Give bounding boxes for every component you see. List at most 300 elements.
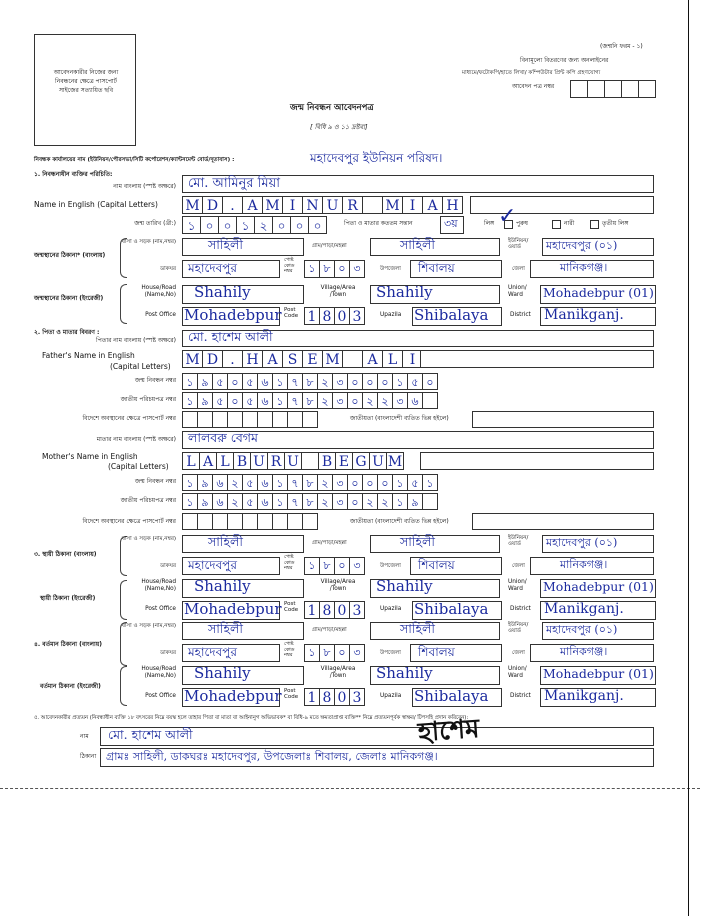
sec5-name-label: নাম [80,733,89,740]
char-box [227,513,243,530]
char-box: ২ [362,392,378,409]
address-value: সাহিলী [400,237,435,252]
address-label: ডাকঘর [160,563,176,569]
address-value: Mohadebpur [184,687,282,705]
char-box: U [250,452,268,470]
address-label: Upazila [380,312,402,318]
char-box: G [352,452,370,470]
address-field[interactable] [182,622,304,640]
char-box: M [262,196,283,214]
office-label: নিবন্ধক কার্যালয়ের নাম (ইউনিয়ন/পৌরসভা/সিটি কর্পোরেশন/ক্যান্টনমেন্ট বোর্ড/দূতাবাস) : [34,157,235,163]
birthplace-bn-label: জন্মস্থানের ঠিকানা* (বাংলায়) [34,252,106,259]
address-value: Mohadebpur [184,306,282,324]
birthplace-bn-block [0,236,708,284]
birthplace-en-label: জন্মস্থানের ঠিকানা (ইংরেজী) [34,295,104,302]
address-label: House/Road (Name,No) [141,666,176,679]
address-value: Shibalaya [414,306,489,324]
char-box: ১ [182,216,201,234]
child-order: ৩য় [444,217,458,230]
char-box: R [342,196,363,214]
birthplace-en-block [0,283,708,329]
mother-en-label1: Mother's Name in English [42,452,138,461]
char-box [182,411,198,428]
char-box: ৬ [257,474,273,491]
char-box: A [422,196,443,214]
address-value: Shahily [194,283,251,301]
address-field[interactable] [370,238,500,256]
address-label: District [510,693,531,699]
address-label: জেলা [512,563,525,569]
char-box: A [199,452,217,470]
char-box: ০ [347,373,363,390]
mother-brn-label: জন্ম নিবন্ধন নম্বর [134,478,176,485]
char-box: ১ [272,392,288,409]
father-bn: মো. হাশেম আলী [188,329,273,344]
mother-bn-label: মাতার নাম বাংলায় (স্পষ্ট অক্ষরে) [96,436,176,443]
address-label: Post Office [145,693,176,699]
address-value: শিবালয় [418,558,455,572]
curr-en-block [0,664,708,710]
char-box [287,513,303,530]
address-value: Shahily [194,577,251,595]
address-label: Post Code [284,688,299,701]
address-label: Village/Area /Town [320,666,356,679]
char-box [272,513,288,530]
sec5-address: গ্রামঃ সাহিলী, ডাকঘরঃ মহাদেবপুর, উপজেলাঃ শিবালয়, জেলাঃ মানিকগঞ্জ। [106,750,438,763]
char-box: ৮ [302,373,318,390]
char-box: ৩ [349,557,365,575]
char-box [242,411,258,428]
name-en-label: Name in English (Capital Letters) [34,200,158,209]
perm-bn-block [0,533,708,579]
char-box: L [382,350,403,368]
char-box: ০ [272,216,291,234]
char-box: ০ [334,557,350,575]
char-box: ১ [304,260,320,278]
postcode-boxes[interactable] [304,688,365,706]
cut-line [0,788,700,789]
postcode-boxes[interactable] [304,307,365,325]
address-label: ইউনিয়ন/ ওয়ার্ড [508,535,529,548]
char-box [212,411,228,428]
char-box: ৮ [319,644,335,662]
char-box: 0 [334,688,350,706]
postcode-boxes[interactable] [304,601,365,619]
char-box: ০ [334,260,350,278]
sec2-title: ২. পিতা ও মাতার বিবরণ : [34,329,100,336]
mother-passport-boxes[interactable] [182,513,318,530]
form-number: (জন্মনি ফরম - ১) [600,43,643,50]
char-box: ২ [317,493,333,510]
page-edge [688,0,689,916]
address-label: জেলা [512,266,525,272]
char-box: ৫ [407,373,423,390]
address-field[interactable] [370,535,500,553]
char-box [342,350,363,368]
char-box [197,411,213,428]
address-value: Shibalaya [414,687,489,705]
char-box: ৮ [302,474,318,491]
char-box: ৯ [197,474,213,491]
address-label: District [510,312,531,318]
char-box: ৩ [332,474,348,491]
address-field[interactable] [182,535,304,553]
char-box: ০ [362,373,378,390]
name-bn-label: নাম বাংলায় (স্পষ্ট অক্ষরে) [113,183,176,190]
address-label: পোষ্ট কোড নম্বর [284,555,295,572]
mother-en-label2: (Capital Letters) [108,462,169,471]
char-box: ১ [236,216,255,234]
char-box: ৮ [319,260,335,278]
char-box: ৫ [242,373,258,390]
father-brn-boxes[interactable] [182,373,438,390]
sec4-title: ৪. বর্তমান ঠিকানা (বাংলায়) [34,641,103,648]
char-box: 0 [334,601,350,619]
char-box [422,493,438,510]
address-label: উপজেলা [380,266,401,272]
address-value: সাহিলী [208,237,243,252]
char-box: ০ [200,216,219,234]
char-box: ০ [347,493,363,510]
char-box: N [302,196,323,214]
char-box: ৯ [407,493,423,510]
char-box: U [284,452,302,470]
address-label: বাসা ও সড়ক (নাম,নম্বর) [121,536,176,542]
char-box: ১ [392,373,408,390]
char-box [302,513,318,530]
address-label: জেলা [512,650,525,656]
char-box: . [222,196,243,214]
char-box: ১ [182,474,198,491]
char-box: ০ [347,392,363,409]
address-value: মানিকগঞ্জ। [560,558,608,571]
char-box: ০ [347,474,363,491]
sec5-address-label: ঠিকানা [80,753,97,760]
male-tick: ✓ [498,204,517,229]
char-box: D [202,196,223,214]
char-box: 3 [349,601,365,619]
char-box: ৭ [287,493,303,510]
char-box: ১ [182,493,198,510]
signature: হাশেম [417,713,481,749]
photo-text: আবেদনকারীর নিজের জন্য নিবন্ধনের ক্ষেত্রে পাসপোর্ট সাইজের সত্যায়িত ছবি [53,69,119,94]
address-label: Union/ Ward [508,285,527,298]
char-box: ০ [377,474,393,491]
sec4-title-en: বর্তমান ঠিকানা (ইংরেজী) [40,683,101,690]
address-value: শিবালয় [418,261,455,275]
office-value[interactable]: মহাদেবপুর ইউনিয়ন পরিষদ। [310,151,443,165]
sec3-title: ৩. স্থায়ী ঠিকানা (বাংলায়) [34,551,97,558]
address-value: সাহিলী [208,534,243,549]
char-box: ১ [422,474,438,491]
char-box: 1 [304,688,320,706]
char-box: ২ [377,493,393,510]
application-no-boxes[interactable] [570,80,656,98]
mother-en-boxes[interactable] [182,452,404,470]
char-box: ২ [227,493,243,510]
form-title: জন্ম নিবন্ধন আবেদনপত্র [290,103,374,113]
char-box: ১ [272,373,288,390]
char-box: 1 [304,307,320,325]
address-label: Upazila [380,606,402,612]
address-label: Post Code [284,601,299,614]
char-box: ৩ [349,260,365,278]
char-box: ১ [182,392,198,409]
char-box: 8 [319,688,335,706]
char-box: ২ [317,373,333,390]
char-box: S [282,350,303,368]
char-box: ০ [227,373,243,390]
address-field[interactable] [182,238,304,256]
perm-en-block [0,577,708,623]
char-box [422,392,438,409]
curr-bn-block [0,620,708,666]
char-box: L [182,452,200,470]
char-box: M [182,350,203,368]
address-label: গ্রাম/পাড়া/মহল্লা [312,627,347,633]
char-box: M [182,196,203,214]
char-box [272,411,288,428]
sec3-title-en: স্থায়ী ঠিকানা (ইংরেজী) [40,595,96,602]
char-box: ৩ [332,493,348,510]
female-checkbox[interactable] [552,220,561,229]
char-box: U [369,452,387,470]
char-box: . [222,350,243,368]
address-label: Union/ Ward [508,579,527,592]
char-box: ১ [392,493,408,510]
address-label: পোষ্ট কোড নম্বর [284,258,295,275]
char-box: ৫ [242,392,258,409]
mother-nationality-label: জাতীয়তা (বাংলাদেশী ব্যতিত ভিন্ন হইলে) [350,518,449,525]
address-label: Union/ Ward [508,666,527,679]
char-box: ৬ [407,392,423,409]
char-box: D [202,350,223,368]
address-value: Mohadebpur [184,600,282,618]
char-box: 3 [349,688,365,706]
char-box: ৩ [349,644,365,662]
address-value: সাহিলী [208,621,243,636]
sec1-title: ১. নিবন্ধনাধীন ব্যক্তির পরিচিতি: [34,171,113,178]
char-box: ৫ [242,493,258,510]
char-box: M [382,196,403,214]
third-sex-label: তৃতীয় লিঙ্গ [602,220,629,227]
char-box: I [402,350,423,368]
third-sex-checkbox[interactable] [590,220,599,229]
char-box [212,513,228,530]
char-box: ১ [272,474,288,491]
address-label: Upazila [380,693,402,699]
char-box: ৮ [319,557,335,575]
sec5-text: ৫. আবেদনকারীর প্রত্যয়ন (নিবন্ধাধীন ব্যক্তি ১৮ বৎসরের নিম্নে বয়স্ক হলে তাহার পিতা বা মাতা বা আইনানুগ অভিভাবক* বা বিধি-৯ মতে ক্ষমতাপ্রাপ্ত ব্যক্তি** নিম্নে প্রত্যয়নপূর্বক স্বাক্ষর/ টিপসহি প্রদান করিবেন): [34,715,469,721]
address-value: মানিকগঞ্জ। [560,645,608,658]
char-box: ৫ [407,474,423,491]
char-box: ৬ [212,493,228,510]
char-box: ০ [308,216,327,234]
address-value: Shahily [376,283,433,301]
address-value: মহাদেবপুর (০১) [546,623,618,636]
char-box: ২ [362,493,378,510]
char-box: ৬ [257,373,273,390]
address-field[interactable] [370,622,500,640]
char-box: ৩ [332,373,348,390]
form-subtitle: [ বিধি ৯ ও ১১ দ্রষ্টব্য] [310,123,368,131]
dob-label: জন্ম তারিখ (খ্রী:) [134,220,176,227]
mother-brn-boxes[interactable] [182,474,438,491]
char-box: ৯ [197,392,213,409]
char-box: ৫ [212,373,228,390]
address-label: গ্রাম/পাড়া/মহল্লা [312,540,347,546]
address-label: Post Office [145,606,176,612]
char-box: H [442,196,463,214]
char-box: M [387,454,403,470]
address-label: Village/Area /Town [320,579,356,592]
char-box: I [282,196,303,214]
address-label: ডাকঘর [160,266,176,272]
child-order-label: পিতা ও মাতার কততম সন্তান [344,220,413,227]
mother-en-rest[interactable] [420,452,654,470]
char-box: ১ [392,474,408,491]
mother-nid-boxes[interactable] [182,493,438,510]
char-box: ২ [227,474,243,491]
address-value: মহাদেবপুর [188,558,237,572]
address-value: Shahily [194,664,251,682]
char-box: I [402,196,423,214]
father-nid-label: জাতীয় পরিচয়পত্র নম্বর [120,396,176,403]
char-box: ০ [422,373,438,390]
form-info-line1: বিনামূল্যে বিতরণের জন্য অনলাইনের [520,57,609,64]
char-box: ৯ [197,493,213,510]
father-nationality-box[interactable] [472,411,654,428]
application-no-label: আবেদন পত্র নম্বর [512,83,555,90]
father-en-boxes[interactable] [182,350,423,368]
char-box: ৩ [392,392,408,409]
sex-label: লিঙ্গ [484,220,495,227]
char-box: ০ [362,474,378,491]
char-box: 8 [319,601,335,619]
name-bn: মো. আমিনুর মিয়া [188,176,281,191]
char-box: ২ [317,392,333,409]
char-box: B [233,452,251,470]
char-box: ০ [334,644,350,662]
address-value: Shahily [376,664,433,682]
char-box: ০ [227,392,243,409]
char-box [197,513,213,530]
address-value: Shahily [376,577,433,595]
char-box: E [302,350,323,368]
address-value: মানিকগঞ্জ। [560,261,608,274]
address-label: গ্রাম/পাড়া/মহল্লা [312,243,347,249]
char-box: 1 [304,601,320,619]
char-box: ১ [304,644,320,662]
char-box: A [262,350,283,368]
father-en-label2: (Capital Letters) [110,362,171,371]
char-box [287,411,303,428]
char-box: R [267,452,285,470]
char-box: U [322,196,343,214]
address-label: District [510,606,531,612]
char-box: A [242,196,263,214]
female-label: নারী [564,220,575,227]
address-value: শিবালয় [418,645,455,659]
char-box: ২ [377,392,393,409]
char-box: 3 [349,307,365,325]
char-box: 0 [334,307,350,325]
mother-passport-label: বিদেশে অবস্থানের ক্ষেত্রে পাসপোর্ট নম্বর [82,518,176,525]
form-info-line2: মাধ্যমে/ফটোকপি/হাতে লিখা/ কম্পিউটার প্রিন্ট কপি গ্রহণযোগ্য [462,70,601,76]
char-box: ৫ [242,474,258,491]
father-nid-boxes[interactable] [182,392,438,409]
char-box: ১ [272,493,288,510]
address-label: উপজেলা [380,563,401,569]
address-label: Post Code [284,307,299,320]
char-box: ০ [377,373,393,390]
mother-nationality-box[interactable] [472,513,654,530]
address-label: পোষ্ট কোড নম্বর [284,642,295,659]
postcode-boxes[interactable] [304,644,365,662]
char-box: H [242,350,263,368]
char-box: B [318,452,336,470]
char-box: 8 [319,307,335,325]
char-box [227,411,243,428]
address-value: সাহিলী [400,621,435,636]
char-box: ৩ [332,392,348,409]
char-box: ৬ [212,474,228,491]
address-value: Manikganj. [544,601,624,617]
char-box: ৮ [302,392,318,409]
char-box: ৭ [287,392,303,409]
char-box: M [322,350,343,368]
postcode-boxes[interactable] [304,557,365,575]
address-value: Shibalaya [414,600,489,618]
char-box [362,196,383,214]
char-box: ৭ [287,373,303,390]
address-label: House/Road (Name,No) [141,285,176,298]
char-box: ০ [290,216,309,234]
char-box: L [216,452,234,470]
father-en-rest[interactable] [420,350,654,368]
char-box [257,513,273,530]
mother-nid-label: জাতীয় পরিচয়পত্র নম্বর [120,497,176,504]
father-bn-label: পিতার নাম বাংলায় (স্পষ্ট অক্ষরে) [96,337,176,344]
address-label: ইউনিয়ন/ ওয়ার্ড [508,622,529,635]
address-label: ডাকঘর [160,650,176,656]
address-label: House/Road (Name,No) [141,579,176,592]
address-value: Mohadebpur (01) [543,285,654,300]
char-box: ১ [304,557,320,575]
dob-boxes[interactable] [182,216,327,234]
char-box [242,513,258,530]
address-label: ইউনিয়ন/ ওয়ার্ড [508,238,529,251]
address-value: মহাদেবপুর [188,261,237,275]
postcode-boxes[interactable] [304,260,365,278]
father-en-label1: Father's Name in English [42,351,135,360]
char-box: ১ [182,373,198,390]
address-value: সাহিলী [400,534,435,549]
father-passport-boxes[interactable] [182,411,318,428]
address-value: মহাদেবপুর (০১) [546,536,618,549]
char-box: E [335,452,353,470]
male-label: পুরুষ [516,220,528,227]
char-box: ৭ [287,474,303,491]
address-label: বাসা ও সড়ক (নাম,নম্বর) [121,239,176,245]
address-value: মহাদেবপুর (০১) [546,239,618,252]
char-box: A [362,350,383,368]
name-en-boxes[interactable] [182,196,463,214]
address-value: Manikganj. [544,688,624,704]
address-value: Manikganj. [544,307,624,323]
address-value: Mohadebpur (01) [543,666,654,681]
father-passport-label: বিদেশে অবস্থানের ক্ষেত্রে পাসপোর্ট নম্বর [82,415,176,422]
